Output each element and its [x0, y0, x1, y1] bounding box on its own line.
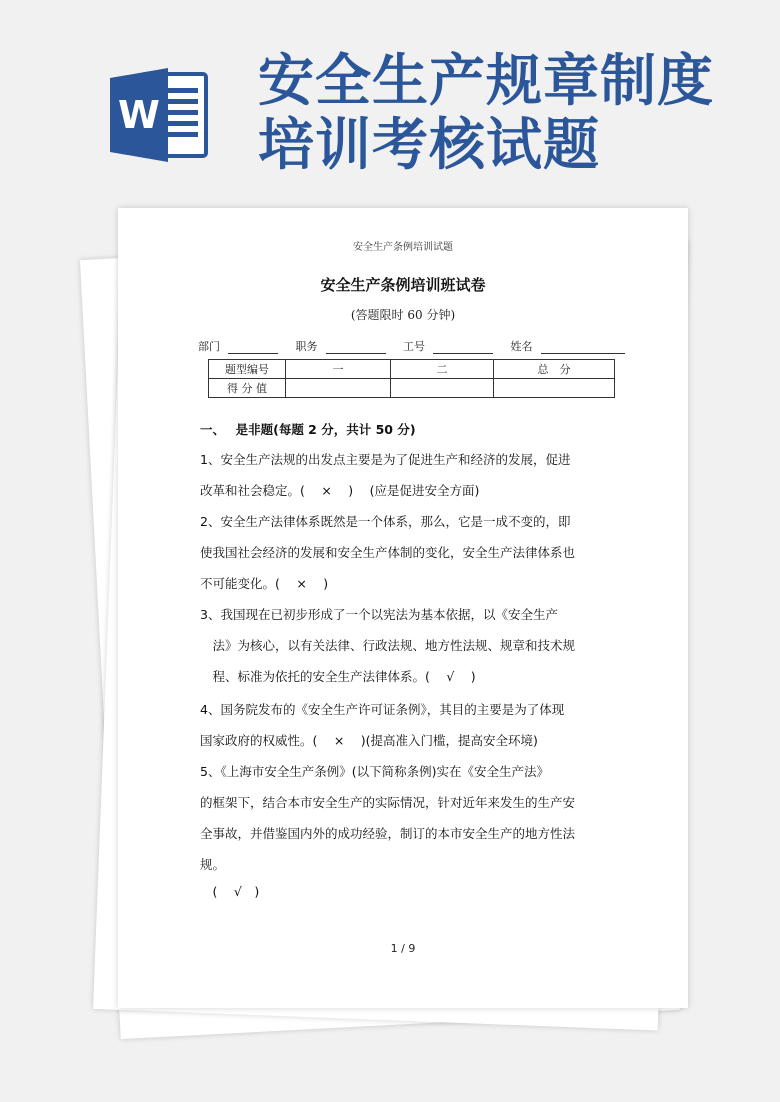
score-table-cell: 题型编号 [209, 360, 286, 379]
question-1 [200, 444, 620, 506]
score-table-cell: 二 [391, 360, 494, 379]
question-line: 5、《上海市安全生产条例》(以下简称条例)实在《安全生产法》 [200, 764, 549, 779]
score-table-cell [286, 379, 391, 398]
word-document-icon [110, 68, 210, 162]
page-header: 安全生产条例培训试题 [353, 242, 453, 253]
score-table [208, 359, 615, 398]
score-table-cell: 一 [286, 360, 391, 379]
question-line: 改革和社会稳定。( × ) (应是促进安全方面) [200, 483, 480, 498]
page-headline [258, 50, 714, 178]
score-table-header-row [209, 360, 615, 379]
field-department-label: 部门 [198, 340, 220, 353]
score-table-cell [494, 379, 615, 398]
question-line: 的框架下，结合本市安全生产的实际情况，针对近年来发生的生产安 [200, 795, 576, 810]
field-employee-id-blank [433, 341, 493, 354]
field-employee-id-label: 工号 [403, 340, 425, 353]
svg-text:W: W [118, 93, 160, 137]
question-line: 1、安全生产法规的出发点主要是为了促进生产和经济的发展，促进 [200, 452, 571, 467]
field-department-blank [228, 341, 278, 354]
question-5-answer [200, 876, 620, 907]
exam-title: 安全生产条例培训班试卷 [320, 276, 486, 294]
field-name-blank [541, 341, 625, 354]
page-number: 1 / 9 [390, 942, 416, 955]
question-line: 程、标准为依托的安全生产法律体系。( √ ) [200, 669, 476, 684]
question-2 [200, 506, 620, 599]
question-line: 规。 [200, 857, 226, 872]
question-line: 不可能变化。( × ) [200, 576, 329, 591]
question-line: 法》为核心，以有关法律、行政法规、地方性法规、规章和技术规 [200, 638, 576, 653]
score-table-cell: 得 分 值 [209, 379, 286, 398]
question-line: 全事故，并借鉴国内外的成功经验，制订的本市安全生产的地方性法 [200, 826, 576, 841]
examinee-info-fields [198, 338, 639, 354]
question-4 [200, 694, 620, 756]
field-position-label: 职务 [295, 340, 318, 353]
score-table-cell: 总 分 [494, 360, 615, 379]
score-table-value-row [209, 379, 615, 398]
question-line: 3、我国现在已初步形成了一个以宪法为基本依据，以《安全生产 [200, 607, 558, 622]
question-line: 使我国社会经济的发展和安全生产体制的变化，安全生产法律体系也 [200, 545, 576, 560]
field-name-label: 姓名 [510, 340, 533, 353]
document-page [118, 208, 688, 1008]
score-table-cell [391, 379, 494, 398]
headline-line-2: 培训考核试题 [258, 113, 600, 178]
question-line: ( √ ) [200, 884, 260, 899]
question-3 [200, 599, 620, 692]
exam-time-limit: (答题限时 60 分钟) [350, 308, 456, 322]
question-5 [200, 756, 620, 880]
field-position-blank [326, 341, 386, 354]
section-heading: 一、 是非题(每题 2 分，共计 50 分) [200, 422, 416, 437]
question-line: 2、安全生产法律体系既然是一个体系，那么，它是一成不变的，即 [200, 514, 571, 529]
headline-line-1: 安全生产规章制度 [258, 49, 714, 114]
question-line: 国家政府的权威性。( × )(提高准入门槛，提高安全环境) [200, 733, 538, 748]
question-line: 4、国务院发布的《安全生产许可证条例》，其目的主要是为了体现 [200, 702, 565, 717]
